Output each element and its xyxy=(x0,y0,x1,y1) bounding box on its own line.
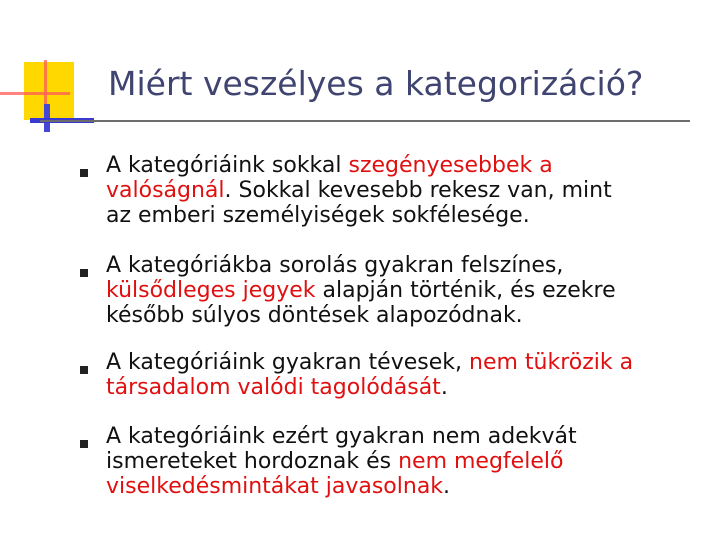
bullet-text xyxy=(106,424,706,499)
text-segment: . xyxy=(443,474,451,499)
text-segment: . Sokkal kevesebb rekesz van, mint xyxy=(224,178,612,203)
decorative-red-horizontal-line xyxy=(0,92,70,95)
bullet-line xyxy=(106,253,706,278)
text-segment: A kategóriáink ezért gyakran nem adekvát xyxy=(106,424,577,449)
text-segment: alapján történik, és ezekre xyxy=(315,278,616,303)
text-segment: később súlyos döntések alapozódnak. xyxy=(106,303,523,328)
bullet-line xyxy=(106,153,706,178)
bullet-text xyxy=(106,350,706,400)
title-underline xyxy=(40,120,690,122)
text-segment: A kategóriáink sokkal xyxy=(106,153,349,178)
bullet-square-icon xyxy=(80,169,88,177)
bullet-line xyxy=(106,424,706,449)
highlighted-text: társadalom valódi tagolódását xyxy=(106,375,441,400)
bullet-square-icon xyxy=(80,269,88,277)
bullet-line xyxy=(106,449,706,474)
highlighted-text: külsődleges jegyek xyxy=(106,278,316,303)
text-segment: az emberi személyiségek sokfélesége. xyxy=(106,203,530,228)
bullet-line xyxy=(106,303,706,328)
bullet-line xyxy=(106,178,706,203)
text-segment: . xyxy=(440,375,448,400)
bullet-line xyxy=(106,375,706,400)
slide-title: Miért veszélyes a kategorizáció? xyxy=(108,64,644,103)
highlighted-text: szegényesebbek a xyxy=(348,153,553,178)
highlighted-text: viselkedésmintákat javasolnak xyxy=(106,474,444,499)
bullet-line xyxy=(106,350,706,375)
bullet-text xyxy=(106,253,706,328)
bullet-square-icon xyxy=(80,366,88,374)
bullet-text xyxy=(106,153,706,228)
highlighted-text: nem tükrözik a xyxy=(469,350,634,375)
text-segment: ismereteket hordoznak és xyxy=(106,449,399,474)
text-segment: A kategóriáink gyakran tévesek, xyxy=(106,350,469,375)
text-segment: A kategóriákba sorolás gyakran felszínes, xyxy=(106,253,564,278)
bullet-square-icon xyxy=(80,440,88,448)
bullet-line xyxy=(106,278,706,303)
highlighted-text: valóságnál xyxy=(106,178,225,203)
highlighted-text: nem megfelelő xyxy=(398,449,564,474)
bullet-line xyxy=(106,474,706,499)
bullet-line xyxy=(106,203,706,228)
